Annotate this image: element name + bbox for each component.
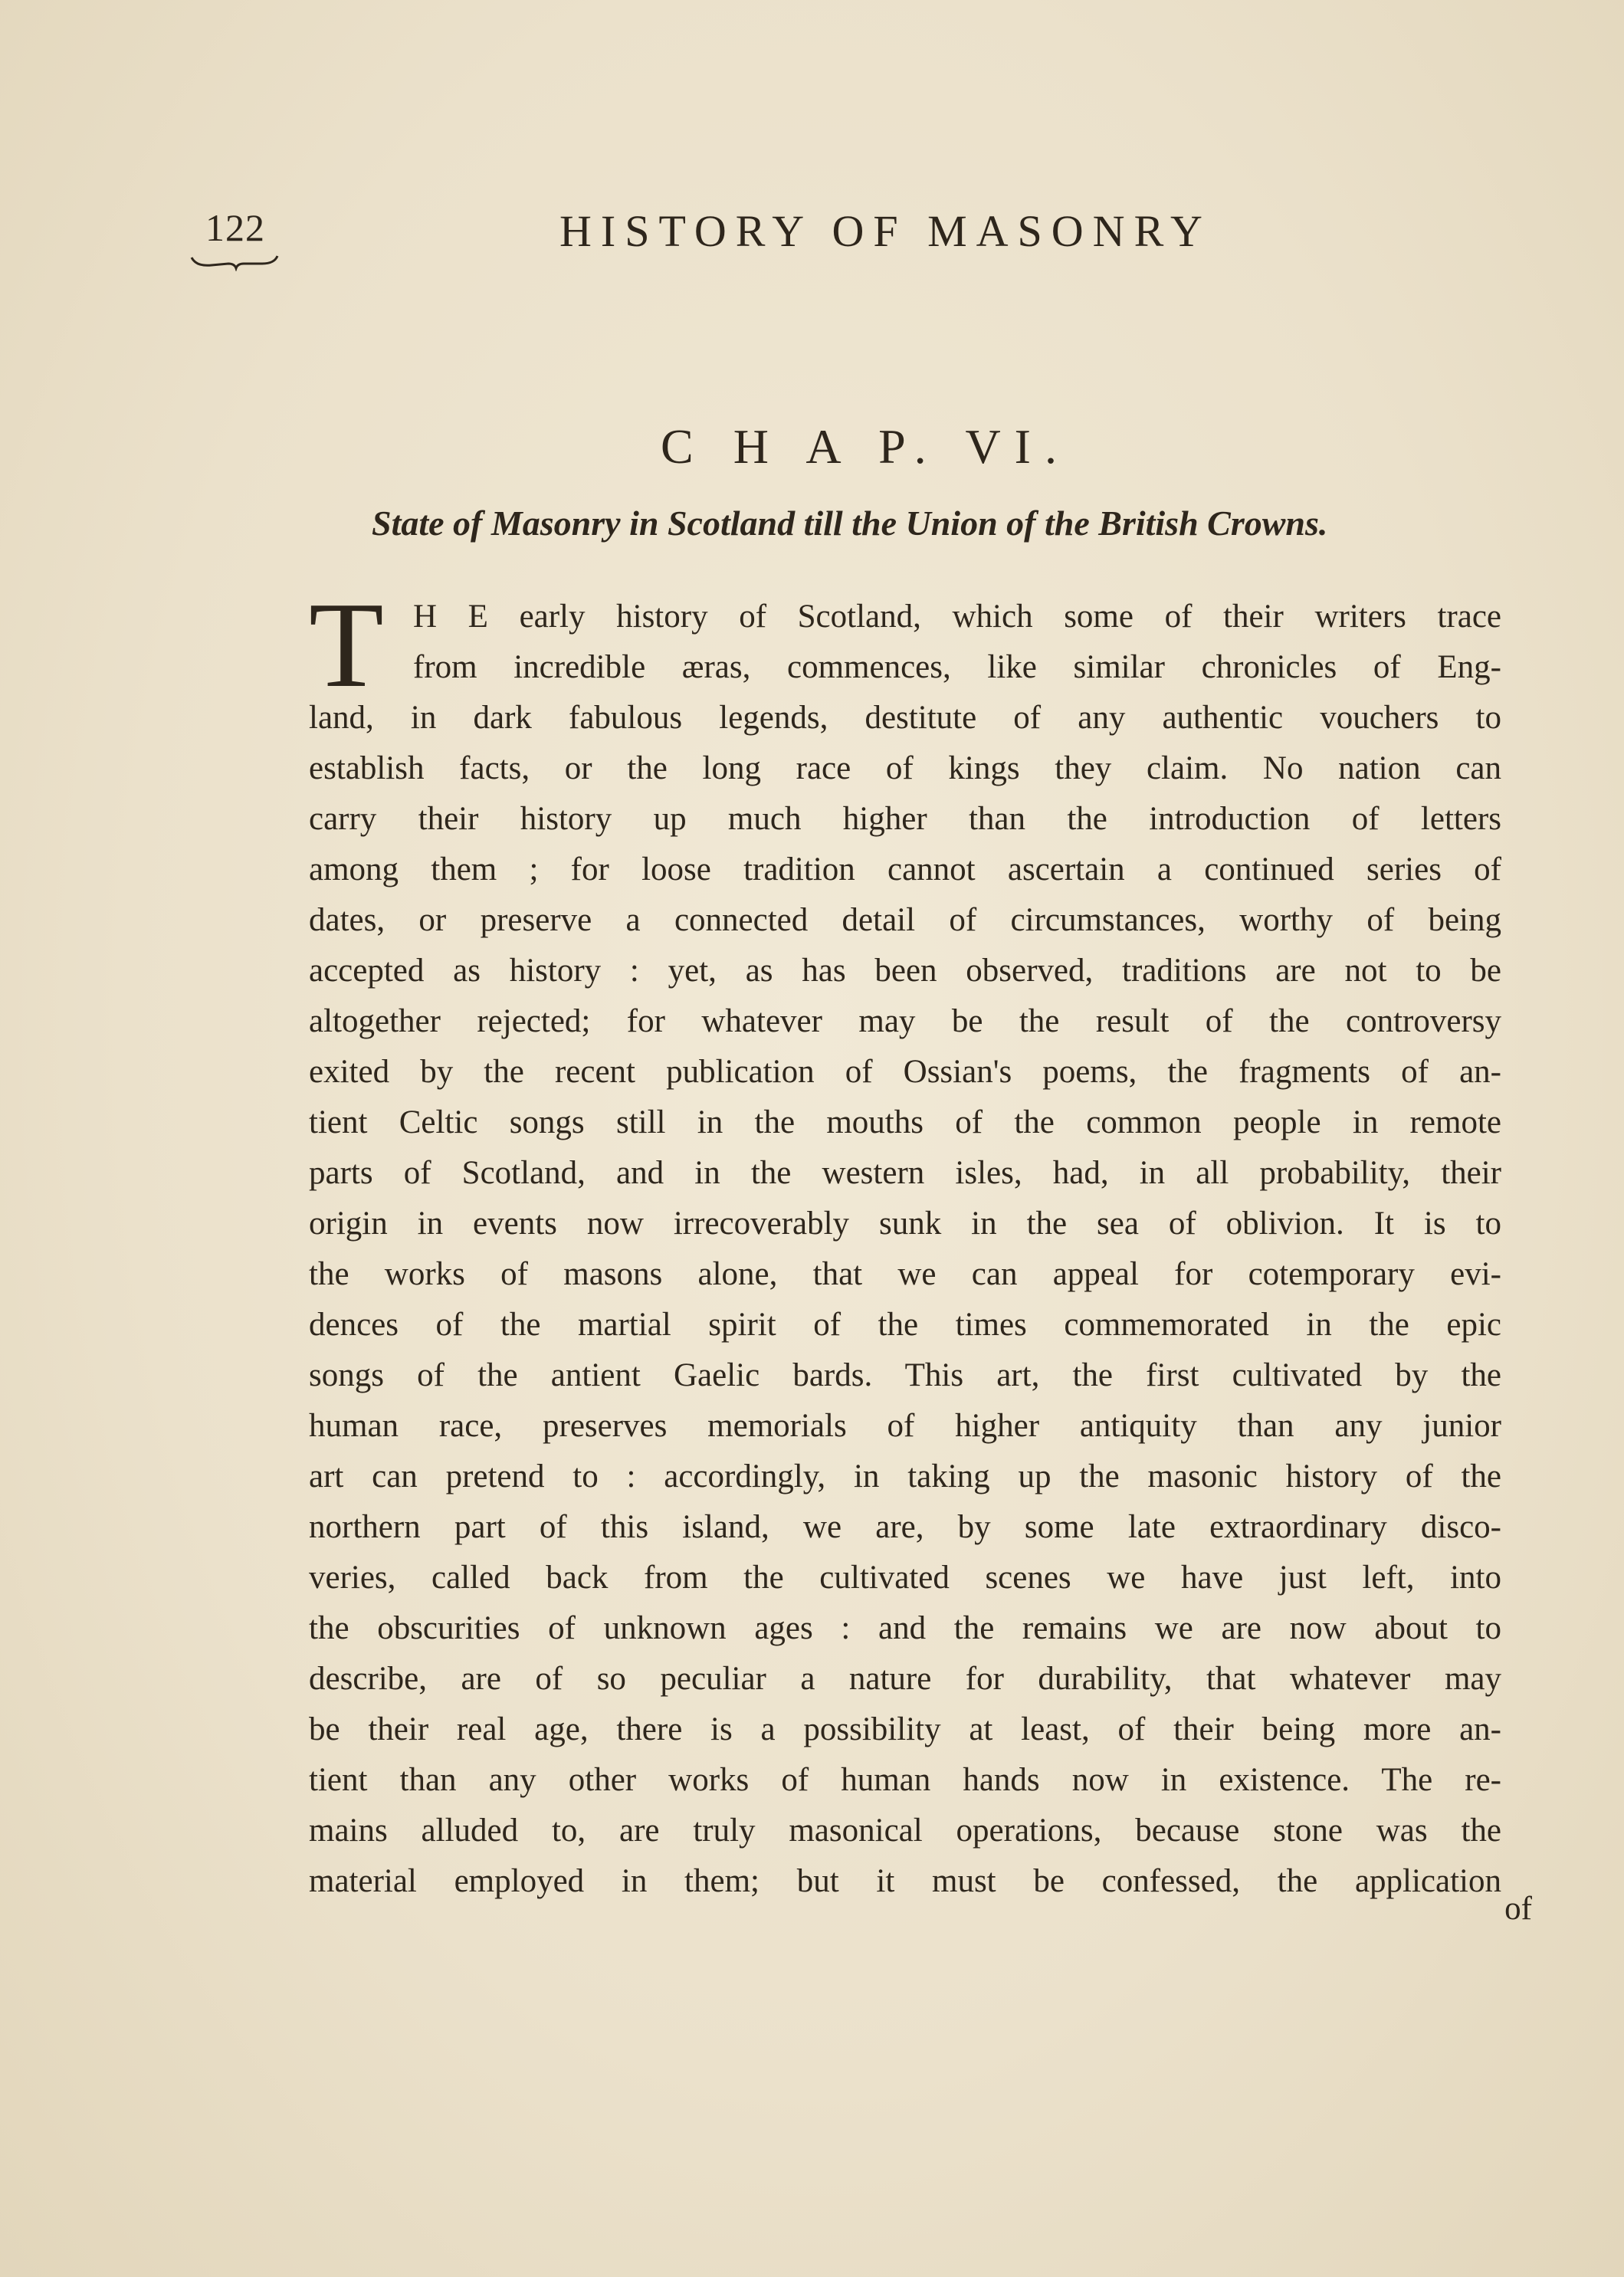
running-head: HISTORY OF MASONRY (559, 206, 1212, 256)
text-line: art can pretend to : accordingly, in taking up the masonic history of the (309, 1458, 1501, 1494)
text-line: from incredible æras, commences, like similar chronicles of Eng- (413, 649, 1501, 685)
page-number-flourish (189, 253, 281, 271)
text-line: northern part of this island, we are, by some late extraordinary disco- (309, 1509, 1501, 1545)
text-line: describe, are of so peculiar a nature for durability, that whatever may (309, 1661, 1501, 1697)
text-line: establish facts, or the long race of kings they claim. No nation can (309, 750, 1501, 786)
text-line: exited by the recent publication of Ossian's poems, the fragments of an- (309, 1054, 1501, 1090)
text-line: among them ; for loose tradition cannot ascertain a continued series of (309, 851, 1501, 888)
text-line: material employed in them; but it must be confessed, the application (309, 1863, 1501, 1899)
body-text (309, 576, 1501, 2140)
text-line: H E early history of Scotland, which some of their writers trace (413, 599, 1501, 635)
chapter-subtitle: State of Masonry in Scotland till the Union of the British Crowns. (372, 504, 1328, 543)
text-line: tient Celtic songs still in the mouths of the common people in remote (309, 1104, 1501, 1140)
catchword: of (1504, 1891, 1532, 1927)
text-line: accepted as history : yet, as has been observed, traditions are not to be (309, 953, 1501, 989)
text-line: carry their history up much higher than the introduction of letters (309, 801, 1501, 837)
text-line: origin in events now irrecoverably sunk in the sea of oblivion. It is to (309, 1206, 1501, 1242)
text-line: dates, or preserve a connected detail of circumstances, worthy of being (309, 902, 1501, 938)
text-line: the works of masons alone, that we can appeal for cotemporary evi- (309, 1256, 1501, 1292)
text-line: mains alluded to, are truly masonical operations, because stone was the (309, 1813, 1501, 1849)
text-line: dences of the martial spirit of the times commemorated in the epic (309, 1307, 1501, 1343)
text-line: be their real age, there is a possibility at least, of their being more an- (309, 1711, 1501, 1747)
text-line: parts of Scotland, and in the western isles, had, in all probability, their (309, 1155, 1501, 1191)
text-line: the obscurities of unknown ages : and the remains we are now about to (309, 1610, 1501, 1646)
text-line: veries, called back from the cultivated scenes we have just left, into (309, 1560, 1501, 1596)
text-line: tient than any other works of human hands now in existence. The re- (309, 1762, 1501, 1798)
text-line: altogether rejected; for whatever may be the result of the controversy (309, 1003, 1501, 1039)
text-line: songs of the antient Gaelic bards. This art, the first cultivated by the (309, 1357, 1501, 1393)
text-line: human race, preserves memorials of higher antiquity than any junior (309, 1408, 1501, 1444)
text-line: land, in dark fabulous legends, destitute of any authentic vouchers to (309, 700, 1501, 736)
chapter-title: C H A P. VI. (661, 419, 1071, 474)
page-number: 122 (205, 206, 265, 249)
drop-cap: T (309, 576, 384, 713)
